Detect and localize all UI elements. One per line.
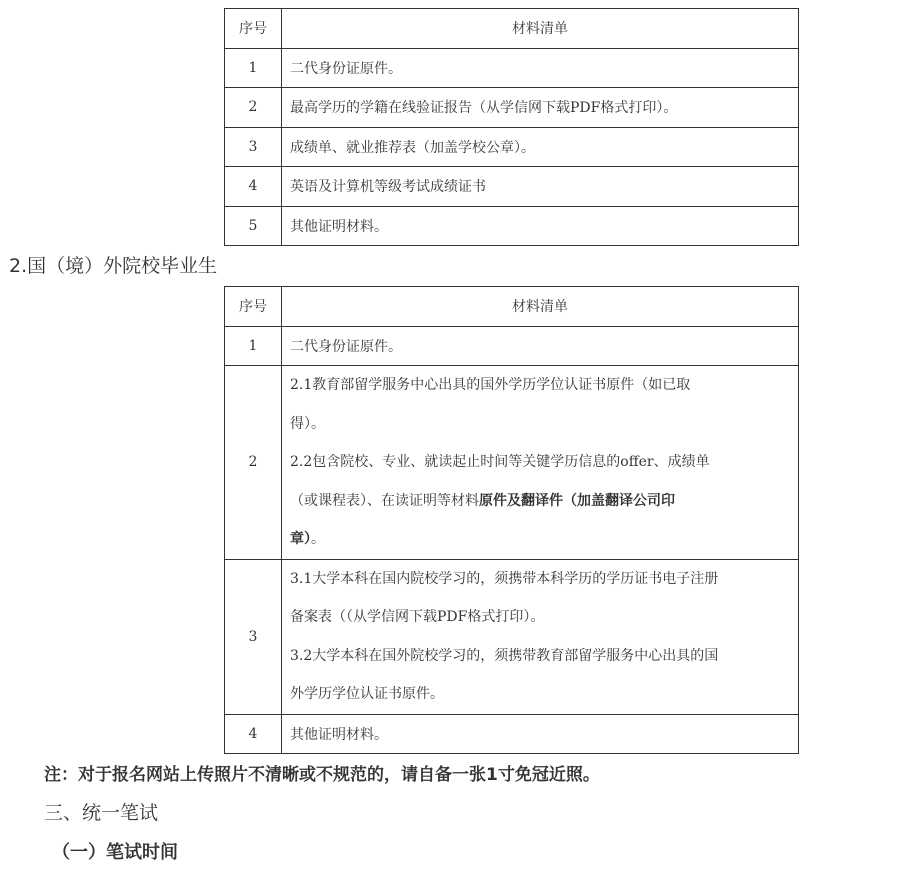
row-index: 1 bbox=[225, 48, 282, 88]
materials-table-domestic bbox=[224, 8, 799, 246]
row-material: 成绩单、就业推荐表（加盖学校公章）。 bbox=[282, 127, 799, 167]
table-row bbox=[225, 48, 799, 88]
materials-table-overseas bbox=[224, 286, 799, 754]
row-material: 二代身份证原件。 bbox=[282, 48, 799, 88]
material-line bbox=[290, 520, 792, 559]
row-index: 4 bbox=[225, 167, 282, 207]
material-line: 3.1大学本科在国内院校学习的，须携带本科学历的学历证书电子注册 bbox=[290, 570, 719, 587]
material-line: 3.2大学本科在国外院校学习的，须携带教育部留学服务中心出具的国 bbox=[290, 647, 719, 664]
material-line: 得）。 bbox=[290, 415, 325, 432]
table-row bbox=[225, 559, 799, 714]
row-material bbox=[282, 559, 799, 714]
material-emphasis: 章） bbox=[290, 531, 311, 547]
header-index: 序号 bbox=[225, 9, 282, 49]
header-index: 序号 bbox=[225, 287, 282, 327]
material-line: 备案表（（从学信网下载PDF格式打印）。 bbox=[290, 609, 545, 625]
table-row bbox=[225, 326, 799, 366]
section-heading-overseas-graduates: 2.国（境）外院校毕业生 bbox=[9, 255, 218, 277]
header-materials: 材料清单 bbox=[282, 287, 799, 327]
row-material: 其他证明材料。 bbox=[282, 206, 799, 246]
row-material bbox=[282, 366, 799, 560]
material-line: 2.1教育部留学服务中心出具的国外学历学位认证书原件（如已取 bbox=[290, 377, 691, 393]
header-materials: 材料清单 bbox=[282, 9, 799, 49]
table-row bbox=[225, 167, 799, 207]
table-row bbox=[225, 366, 799, 560]
section-heading-written-exam: 三、统一笔试 bbox=[44, 802, 159, 824]
table-row bbox=[225, 714, 799, 754]
material-line bbox=[290, 482, 792, 521]
row-index: 2 bbox=[225, 366, 282, 560]
row-material: 英语及计算机等级考试成绩证书 bbox=[282, 167, 799, 207]
material-emphasis: 原件及翻译件（加盖翻译公司印 bbox=[479, 492, 675, 509]
row-index: 5 bbox=[225, 206, 282, 246]
row-index: 3 bbox=[225, 559, 282, 714]
row-material: 二代身份证原件。 bbox=[282, 326, 799, 366]
row-material: 最高学历的学籍在线验证报告（从学信网下载PDF格式打印）。 bbox=[282, 88, 799, 128]
subsection-heading-exam-time: （一）笔试时间 bbox=[52, 842, 178, 863]
table-row bbox=[225, 206, 799, 246]
table-header-row bbox=[225, 9, 799, 49]
material-line: 外学历学位认证书原件。 bbox=[290, 686, 444, 702]
table-header-row bbox=[225, 287, 799, 327]
material-text: 。 bbox=[311, 531, 325, 547]
material-line: 2.2包含院校、专业、就读起止时间等关键学历信息的offer、成绩单 bbox=[290, 454, 710, 470]
row-index: 2 bbox=[225, 88, 282, 128]
photo-note: 注：对于报名网站上传照片不清晰或不规范的，请自备一张1寸免冠近照。 bbox=[44, 765, 600, 785]
material-text: （或课程表）、在读证明等材料 bbox=[290, 492, 479, 509]
row-index: 3 bbox=[225, 127, 282, 167]
row-material: 其他证明材料。 bbox=[282, 714, 799, 754]
row-index: 1 bbox=[225, 326, 282, 366]
table-row bbox=[225, 88, 799, 128]
table-row bbox=[225, 127, 799, 167]
row-index: 4 bbox=[225, 714, 282, 754]
